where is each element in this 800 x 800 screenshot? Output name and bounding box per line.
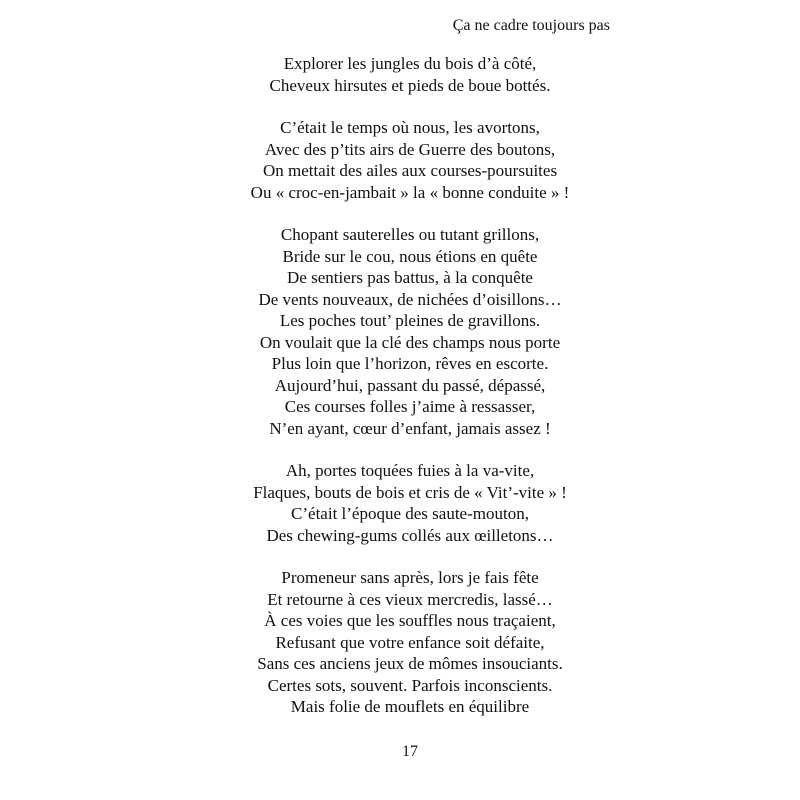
poem-line: Refusant que votre enfance soit défaite, [275,632,545,652]
poem-line: Ces courses folles j’aime à ressasser, [284,397,536,416]
poem-line: Plus loin que l’horizon, rêves en escorte. [271,354,549,373]
stanza-5 [0,567,800,718]
poem-line: Cheveux hirsutes et pieds de boue bottés. [269,75,551,95]
poem-body [0,53,800,739]
poem-line: Mais folie de mouflets en équilibre [290,697,530,716]
poem-line: Et retourne à ces vieux mercredis, lassé… [267,589,553,609]
poem-line: À ces voies que les souffles nous traçaient, [264,611,556,630]
poem-line: Promeneur sans après, lors je fais fête [281,568,539,587]
poem-line: C’était le temps où nous, les avortons, [280,118,540,137]
stanza-4 [0,460,800,546]
poem-line: Des chewing-gums collés aux œilletons… [266,525,554,545]
stanza-2 [0,117,800,203]
poem-line: De vents nouveaux, de nichées d’oisillons… [258,289,562,309]
poem-line: On mettait des ailes aux courses-poursuites [262,161,558,180]
poem-line: Aujourd’hui, passant du passé, dépassé, [274,375,546,395]
poem-line: Explorer les jungles du bois d’à côté, [283,54,537,73]
poem-line: Les poches tout’ pleines de gravillons. [279,311,541,330]
poem-line: On voulait que la clé des champs nous porte [259,332,561,352]
poem-line: N’en ayant, cœur d’enfant, jamais assez ! [269,418,551,438]
poem-line: Certes sots, souvent. Parfois inconscients. [267,675,553,695]
poem-line: Flaques, bouts de bois et cris de « Vit’-vite » ! [253,482,567,502]
poem-line: De sentiers pas battus, à la conquête [287,268,533,287]
stanza-1 [0,53,800,96]
running-header: Ça ne cadre toujours pas [452,17,610,34]
poem-line: Ou « croc-en-jambait » la « bonne conduite » ! [250,182,570,202]
poem-line: Ah, portes toquées fuies à la va-vite, [285,461,535,480]
poem-line: Avec des p’tits airs de Guerre des boutons, [264,139,556,159]
stanza-3 [0,224,800,439]
poem-line: C’était l’époque des saute-mouton, [291,504,529,523]
poem-line: Bride sur le cou, nous étions en quête [282,246,538,266]
page-number: 17 [402,743,418,760]
poem-line: Sans ces anciens jeux de mômes insouciants. [257,654,563,673]
poem-line: Chopant sauterelles ou tutant grillons, [280,225,540,244]
